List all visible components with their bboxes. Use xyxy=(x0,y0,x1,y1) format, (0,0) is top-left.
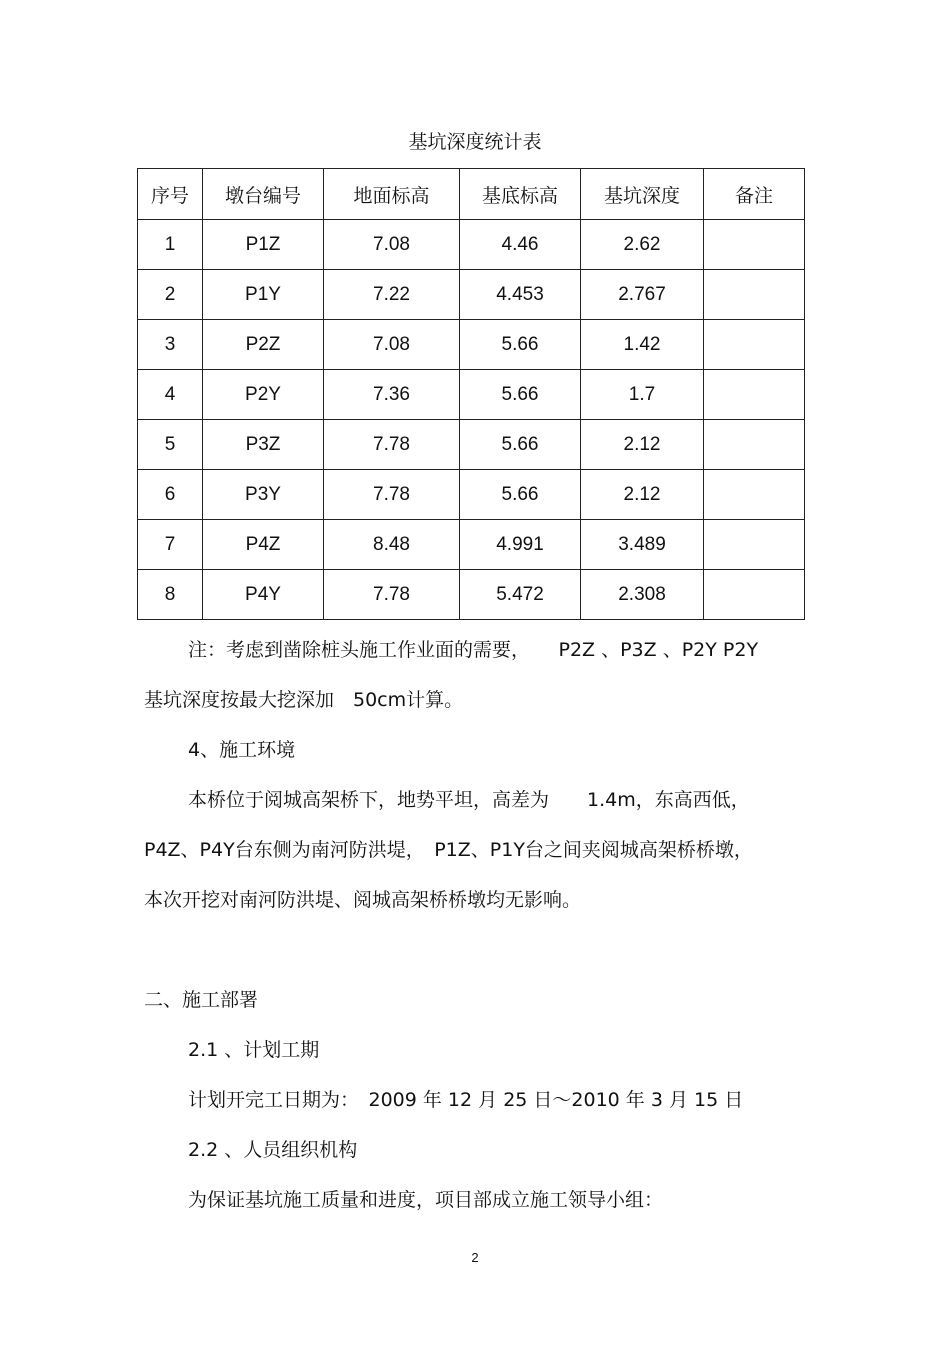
note-line-1: 注：考虑到凿除桩头施工作业面的需要， P2Z 、P3Z 、P2Y P2Y xyxy=(188,639,759,661)
table-row xyxy=(138,570,805,620)
table-cell xyxy=(704,370,805,420)
table-row xyxy=(138,320,805,370)
table-cell: 2 xyxy=(138,270,203,320)
section-4-heading: 4、施工环境 xyxy=(188,739,296,761)
table-cell: 7.78 xyxy=(324,470,460,520)
table-cell: 5.66 xyxy=(460,320,581,370)
table-cell: 5.472 xyxy=(460,570,581,620)
subsection-2-2-text: 为保证基坑施工质量和进度，项目部成立施工领导小组： xyxy=(188,1189,664,1211)
column-header: 序号 xyxy=(138,169,203,220)
table-cell: P4Z xyxy=(203,520,324,570)
table-cell: P1Y xyxy=(203,270,324,320)
table-cell: 7.08 xyxy=(324,220,460,270)
section-4-line-3: 本次开挖对南河防洪堤、阅城高架桥桥墩均无影响。 xyxy=(144,889,582,911)
table-cell xyxy=(704,570,805,620)
note-line-2: 基坑深度按最大挖深加 50cm计算。 xyxy=(144,689,464,711)
table-cell: 2.767 xyxy=(581,270,704,320)
table-cell: 1 xyxy=(138,220,203,270)
section-4-line-1: 本桥位于阅城高架桥下，地势平坦，高差为 1.4m，东高西低， xyxy=(188,789,750,811)
column-header: 地面标高 xyxy=(324,169,460,220)
table-cell: 1.7 xyxy=(581,370,704,420)
table-cell: 7.36 xyxy=(324,370,460,420)
table-cell: 5.66 xyxy=(460,470,581,520)
table-cell xyxy=(704,220,805,270)
table-cell: 5.66 xyxy=(460,420,581,470)
table-cell xyxy=(704,320,805,370)
pit-depth-table xyxy=(137,168,805,620)
table-cell: 2.308 xyxy=(581,570,704,620)
table-cell: P2Y xyxy=(203,370,324,420)
table-cell: 7.78 xyxy=(324,420,460,470)
table-cell: P1Z xyxy=(203,220,324,270)
section-two-heading: 二、施工部署 xyxy=(144,989,259,1011)
table-cell: 1.42 xyxy=(581,320,704,370)
table-cell: 4 xyxy=(138,370,203,420)
table-cell: P2Z xyxy=(203,320,324,370)
table-cell: 5.66 xyxy=(460,370,581,420)
subsection-2-1-heading: 2.1 、计划工期 xyxy=(188,1039,320,1061)
table-row xyxy=(138,470,805,520)
page-number: 2 xyxy=(471,1250,479,1265)
table-title: 基坑深度统计表 xyxy=(408,131,542,153)
table-cell xyxy=(704,420,805,470)
table-cell: 6 xyxy=(138,470,203,520)
table-cell: 4.991 xyxy=(460,520,581,570)
table-cell: 2.62 xyxy=(581,220,704,270)
table-body xyxy=(138,220,805,620)
table-header-row xyxy=(138,169,805,220)
table-row xyxy=(138,270,805,320)
table-cell: 8.48 xyxy=(324,520,460,570)
table-cell: P3Y xyxy=(203,470,324,520)
table-cell: 4.46 xyxy=(460,220,581,270)
column-header: 基坑深度 xyxy=(581,169,704,220)
table-cell: 3 xyxy=(138,320,203,370)
table-cell xyxy=(704,470,805,520)
table-cell: 7.22 xyxy=(324,270,460,320)
table-cell: 8 xyxy=(138,570,203,620)
section-4-line-2: P4Z、P4Y台东侧为南河防洪堤， P1Z、P1Y台之间夹阅城高架桥桥墩， xyxy=(144,839,753,861)
table-row xyxy=(138,370,805,420)
table-cell: 4.453 xyxy=(460,270,581,320)
table-cell: 7.78 xyxy=(324,570,460,620)
column-header: 基底标高 xyxy=(460,169,581,220)
subsection-2-2-heading: 2.2 、人员组织机构 xyxy=(188,1139,358,1161)
table-cell: 5 xyxy=(138,420,203,470)
table-cell: 7.08 xyxy=(324,320,460,370)
table-cell: P4Y xyxy=(203,570,324,620)
table-cell xyxy=(704,520,805,570)
table-row xyxy=(138,220,805,270)
table-cell: 2.12 xyxy=(581,470,704,520)
table-cell: 2.12 xyxy=(581,420,704,470)
table-cell xyxy=(704,270,805,320)
table-cell: 7 xyxy=(138,520,203,570)
table-row xyxy=(138,520,805,570)
table-cell: P3Z xyxy=(203,420,324,470)
table-cell: 3.489 xyxy=(581,520,704,570)
table-row xyxy=(138,420,805,470)
column-header: 备注 xyxy=(704,169,805,220)
subsection-2-1-text: 计划开完工日期为： 2009 年 12 月 25 日～2010 年 3 月 15 日 xyxy=(188,1089,744,1111)
column-header: 墩台编号 xyxy=(203,169,324,220)
